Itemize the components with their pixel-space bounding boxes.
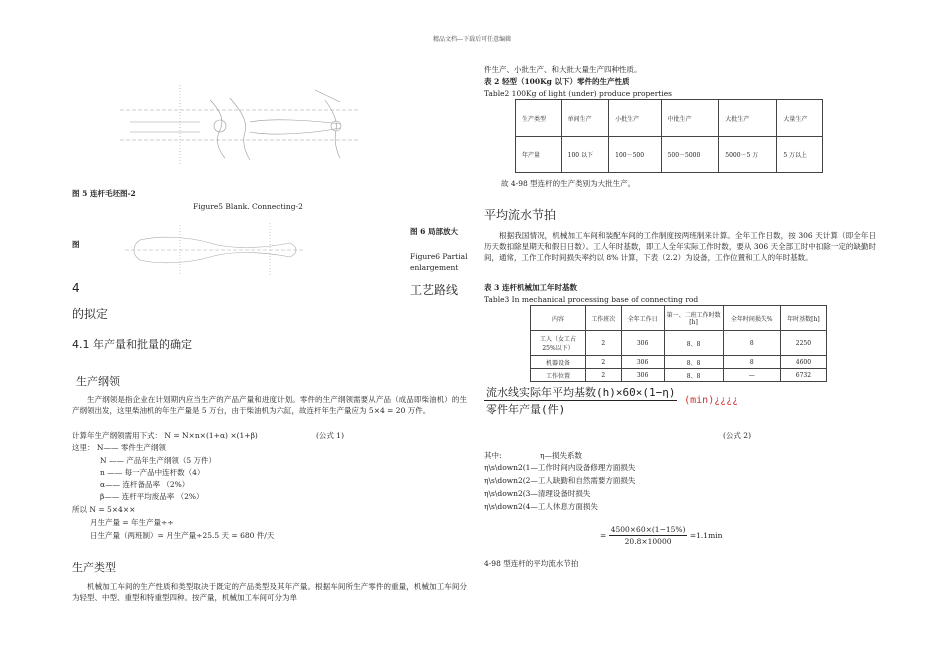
table2	[515, 99, 823, 173]
table3-cell: 2250	[780, 331, 826, 356]
def-item: β—— 连杆平均废品率 （2%）	[100, 492, 204, 501]
where-label: 其中:	[484, 451, 502, 460]
formula2	[484, 384, 738, 417]
calc-denominator: 20.8×10000	[624, 537, 672, 546]
daily-line: 日生产量（两班制）= 月生产量÷25.5 天 = 680 件/天	[90, 531, 275, 540]
table3-caption-en: Table3 In mechanical processing base of connecting rod	[484, 295, 699, 304]
production-program-paragraph: 生产纲领是指企业在计划期内应当生产的产品产量和进度计划。零件的生产纲领需要从产品（成品即柴油机）的生产纲领出发，这里柴油机的年生产量是 5 万台，由于柴油机为六缸，故连杆年生产量应为 5×4 = 20 万件。	[72, 395, 467, 415]
table3-cell: 2	[586, 356, 622, 369]
calc-result: =1.1min	[689, 531, 723, 540]
final-line: 4-98 型连杆的平均流水节拍	[484, 559, 579, 568]
table3-caption-cn: 表 3 连杆机械加工年时基数	[484, 283, 577, 292]
table2-cell: 年产量	[516, 137, 562, 173]
eta-item: η\s\down2(2—工人缺勤和自然需要方面损失	[484, 476, 636, 485]
section41-heading: 4.1 年产量和批量的确定	[72, 338, 192, 351]
section4-number: 4	[72, 281, 80, 295]
monthly-line: 月生产量 = 年生产量÷÷	[90, 518, 174, 527]
table2-cell: 500－5000	[661, 137, 719, 173]
calculation	[600, 524, 722, 547]
table3-cell: 工作位置	[531, 369, 586, 382]
formula2-numerator: 流水线实际年平均基数(h)×60×(1−η)	[486, 386, 676, 399]
table2-caption-en: Table2 100Kg of light (under) produce properties	[484, 89, 672, 98]
table2-caption-cn: 表 2 轻型（100Kg 以下）零件的生产性质	[484, 77, 630, 86]
table3-header-cell: 全年时间损失%	[723, 306, 780, 331]
production-type-paragraph: 机械加工车间的生产性质和类型取决于既定的产品类型及其年产量。根据车间所生产零件的重量，机械加工车间分为轻型、中型、重型和特重型四种。按产量，机械加工车间可分为单	[72, 582, 467, 602]
continuation-line: 件生产、小批生产、和大批大量生产四种性质。	[484, 65, 642, 74]
eta-definition: η—损失系数	[540, 451, 582, 460]
eta-item: η\s\down2(4—工人休息方面损失	[484, 502, 598, 511]
calc-numerator: 4500×60×(1−15%)	[610, 525, 686, 534]
table2-cell: 5 万以上	[777, 137, 823, 173]
section4-title-cont: 的拟定	[72, 307, 109, 321]
table2-cell: 100 以下	[561, 137, 609, 173]
calc-fraction	[609, 524, 688, 547]
table2-header-cell: 大量生产	[777, 100, 823, 137]
calc-equals: =	[600, 531, 607, 540]
def-item: n —— 每一产品中连杆数（4）	[100, 468, 205, 477]
fig6-caption-cn-cont: 图	[72, 240, 80, 249]
table3-header-cell: 第一、二班工作时数[h]	[664, 306, 723, 331]
formula1-where: 这里： N—— 零件生产纲领	[72, 443, 166, 452]
formula1-line: 计算年生产纲领需用下式： N = N×n×(1+α) ×(1+β)	[72, 431, 258, 440]
fig5-caption-en: Figure5 Blank. Connecting-2	[193, 202, 303, 211]
table3-cell: 306	[621, 356, 664, 369]
flow-heading: 平均流水节拍	[484, 208, 557, 222]
def-item: N —— 产品年生产纲领（5 万件）	[100, 456, 216, 465]
table3-header-cell: 工作班次	[586, 306, 622, 331]
table2-cell: 5000－5 万	[719, 137, 777, 173]
table3-cell: 6732	[780, 369, 826, 382]
table3-cell: 8	[723, 356, 780, 369]
formula2-fraction	[484, 384, 677, 417]
formula1-number: (公式 1)	[316, 431, 345, 440]
table2-header-cell: 大批生产	[719, 100, 777, 137]
eta-item: η\s\down2(3—清理设备时损失	[484, 489, 591, 498]
table2-header-cell: 中批生产	[661, 100, 719, 137]
fig6-caption-cn: 图 6 局部放大	[410, 227, 458, 236]
table3-cell: 2	[586, 369, 622, 382]
conclusion-line: 故 4-98 型连杆的生产类别为大批生产。	[501, 179, 636, 188]
table3-cell: 机器设备	[531, 356, 586, 369]
table3-cell: 8、8	[664, 369, 723, 382]
figure5-drawing	[100, 80, 380, 170]
formula2-number: (公式 2)	[723, 431, 752, 440]
section4-title: 工艺路线	[410, 283, 459, 297]
table3-cell: 306	[621, 331, 664, 356]
table3	[530, 305, 827, 382]
formula2-unit: (min)¿¿¿¿	[684, 395, 739, 406]
production-type-heading: 生产类型	[72, 561, 116, 574]
table3-cell: 8	[723, 331, 780, 356]
table3-header-cell: 全年工作日	[621, 306, 664, 331]
fig5-caption-cn: 图 5 连杆毛坯图-2	[72, 189, 136, 198]
fig6-caption-en: Figure6 Partial enlargement	[410, 252, 468, 272]
table2-cell: 100－500	[609, 137, 661, 173]
page-header: 精品文档---下载后可任意编辑	[433, 36, 512, 43]
table3-cell: 工人（女工占 25%以下）	[531, 331, 586, 356]
table2-header-cell: 单间生产	[561, 100, 609, 137]
table2-header-cell: 小批生产	[609, 100, 661, 137]
so-line: 所以 N = 5×4××	[72, 505, 136, 514]
table3-cell: 306	[621, 369, 664, 382]
figure6-drawing	[120, 215, 310, 285]
table2-header-cell: 生产类型	[516, 100, 562, 137]
def-item: α—— 连杆备品率 （2%）	[100, 480, 190, 489]
table3-cell: 2	[586, 331, 622, 356]
production-program-heading: 生产纲领	[76, 375, 120, 388]
eta-item: η\s\down2(1—工作时间内设备修理方面损失	[484, 463, 636, 472]
table3-cell: 8、8	[664, 331, 723, 356]
table3-cell: —	[723, 369, 780, 382]
flow-paragraph: 根据我国情况，机械加工车间和装配车间的工作制度按两班制来计算。全年工作日数，按 306 天计算（即全年日历天数扣除星期天和假日日数）。工人年时基数，即工人全年实际工作时数，要从 306 天全部工时中扣除一定的缺勤时间，通常，工作工作时间损失率约以 8% 计算，下表（2.2）为设备，工作位置和工人的年时基数。	[484, 231, 876, 262]
table3-cell: 8、8	[664, 356, 723, 369]
table3-header-cell: 年时基数[h]	[780, 306, 826, 331]
table3-cell: 4600	[780, 356, 826, 369]
formula2-denominator: 零件年产量(件)	[486, 403, 566, 416]
table3-header-cell: 内容	[531, 306, 586, 331]
